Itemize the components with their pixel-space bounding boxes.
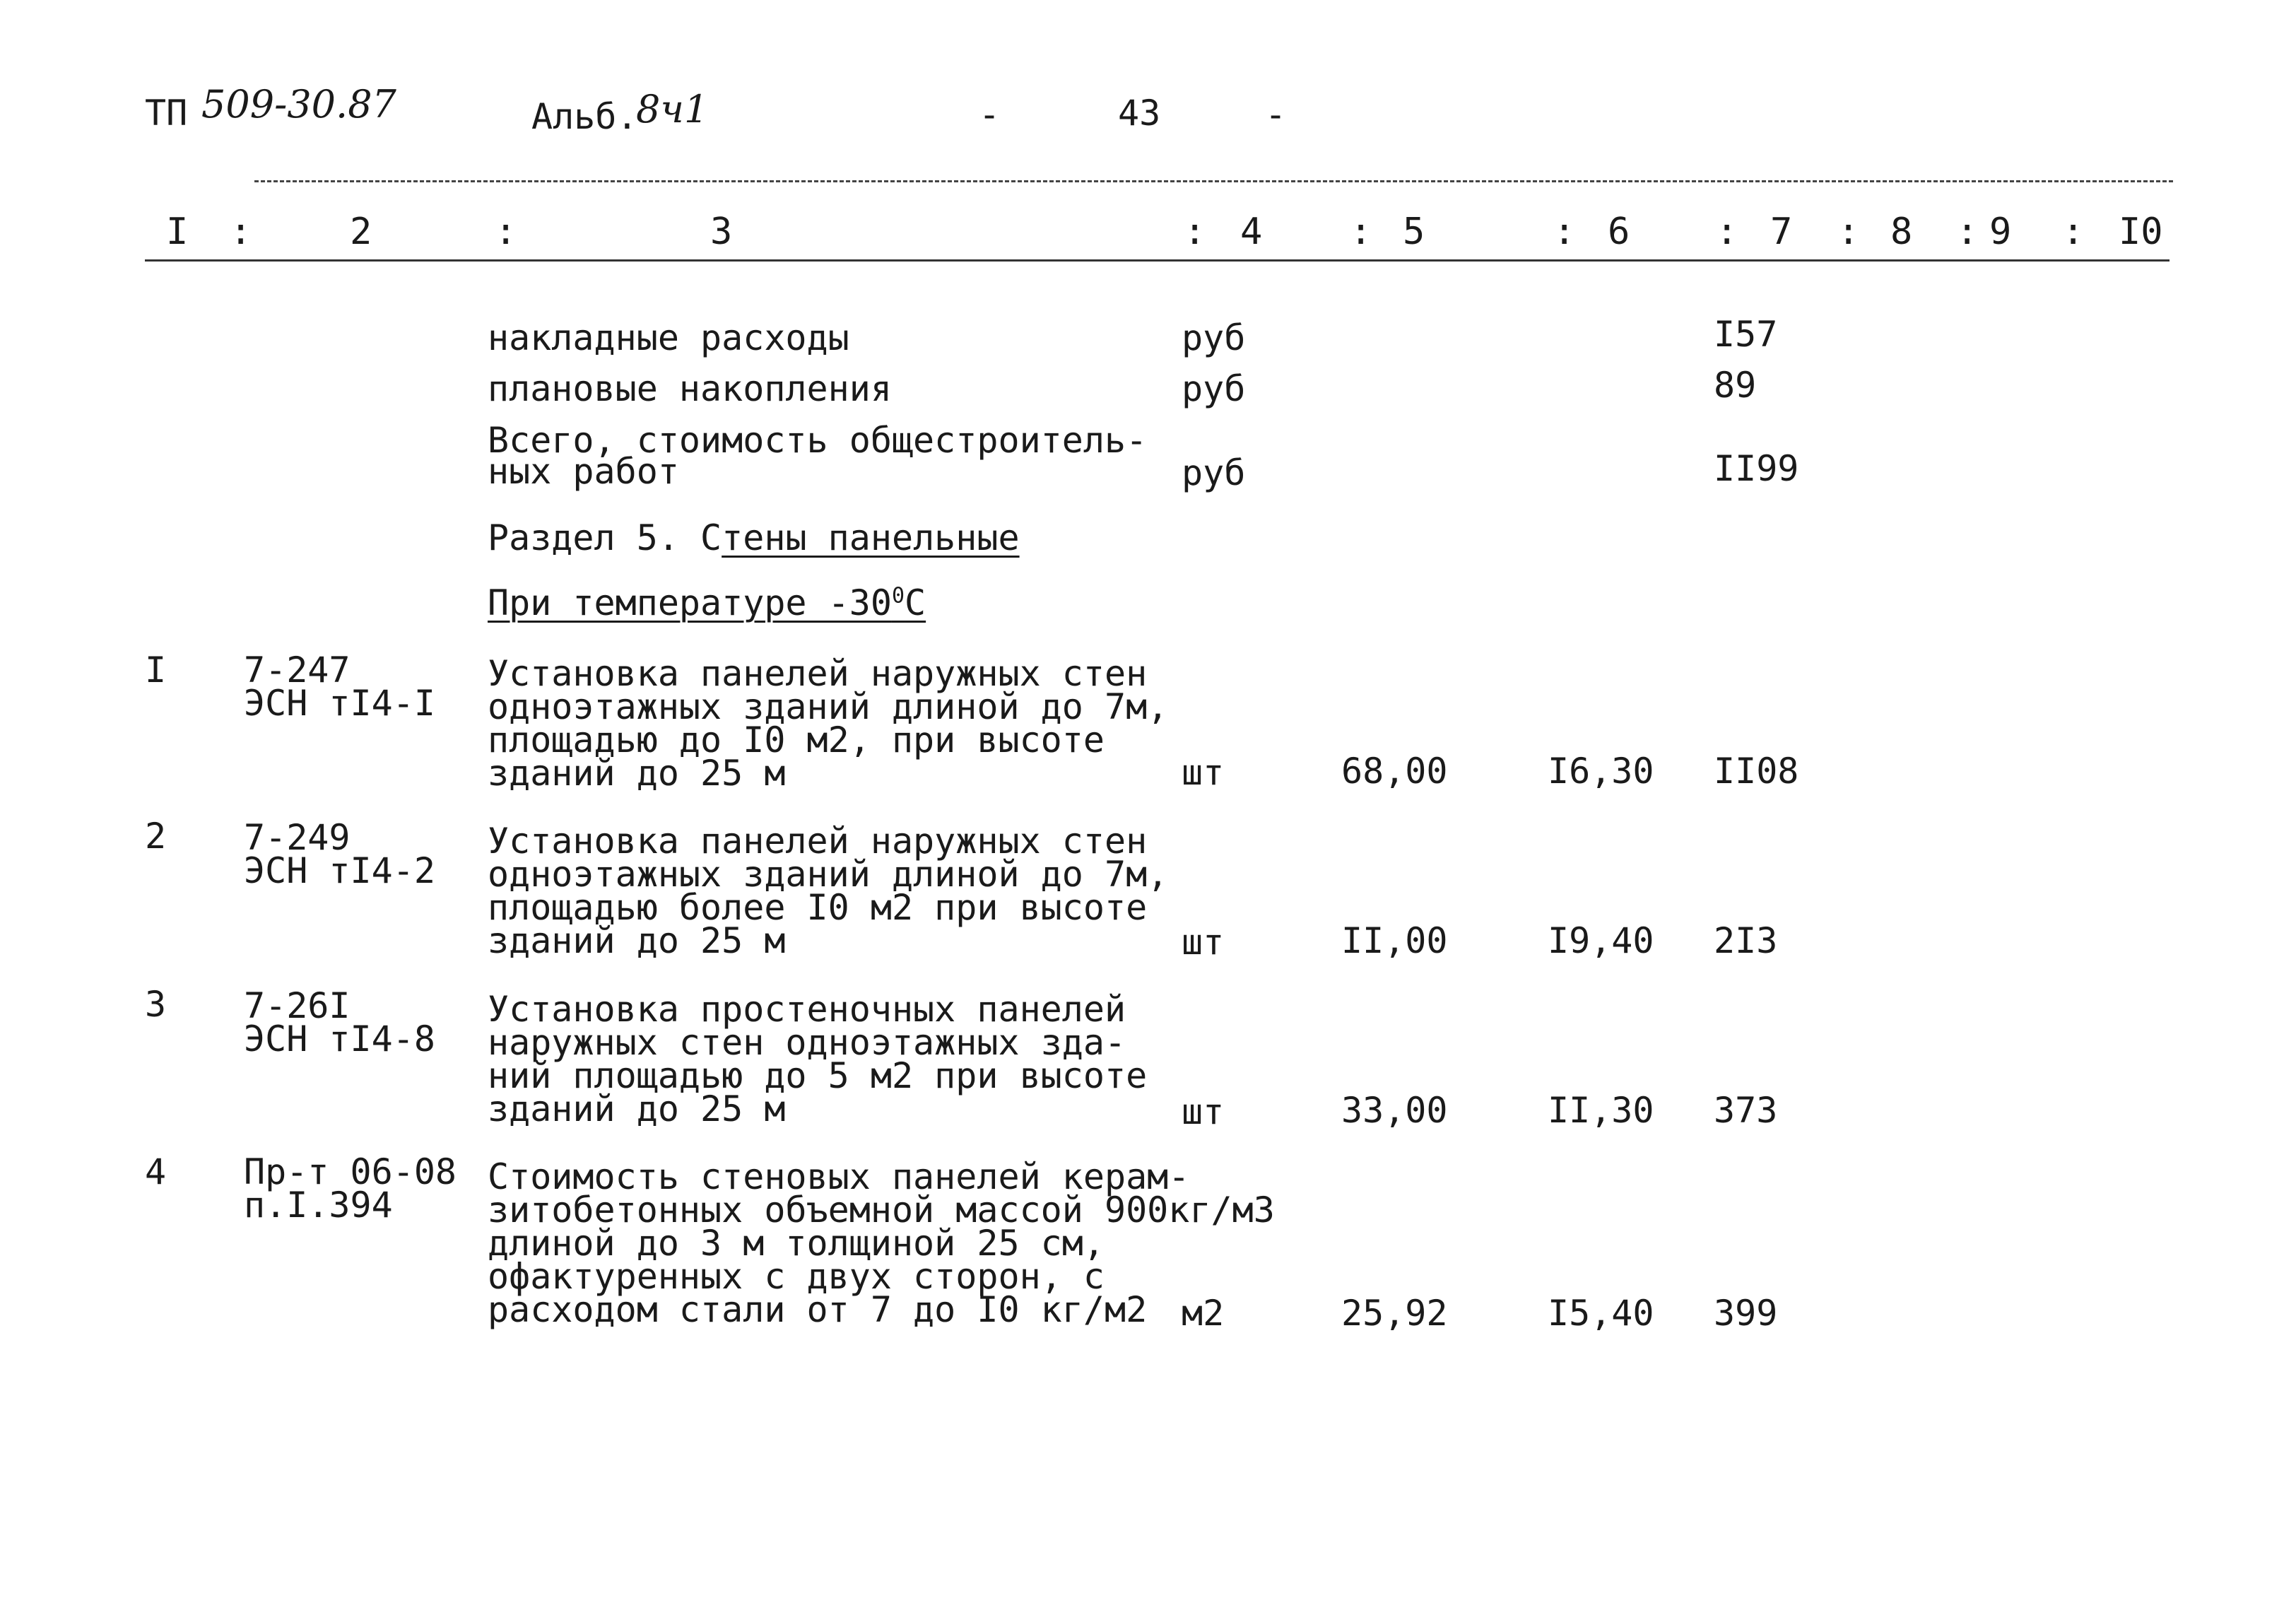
page-number: 43 bbox=[1118, 93, 1161, 134]
row-description: Установка панелей наружных стен одноэтажных зданий длиной до 7м, площадью до I0 м2, при высоте зданий до 25 м bbox=[488, 653, 1169, 794]
col-header-7: 7 bbox=[1770, 211, 1793, 253]
col-separator: : bbox=[1956, 211, 1979, 253]
row-col7: 373 bbox=[1714, 1090, 1778, 1131]
section-heading-underlined: тены панельные bbox=[722, 517, 1020, 558]
header-rule-top bbox=[254, 180, 2173, 182]
col-separator: : bbox=[1716, 211, 1738, 253]
section-subheading bbox=[488, 582, 926, 623]
col-header-8: 8 bbox=[1890, 211, 1913, 253]
col-separator: : bbox=[1350, 211, 1372, 253]
summary-unit: руб bbox=[1182, 452, 1246, 493]
row-col6: I5,40 bbox=[1548, 1293, 1654, 1334]
summary-value: I57 bbox=[1714, 314, 1778, 355]
summary-name-line2: ных работ bbox=[488, 451, 679, 492]
row-col6: I6,30 bbox=[1548, 751, 1654, 792]
summary-name: плановые накопления bbox=[488, 368, 892, 409]
col-separator: : bbox=[1837, 211, 1860, 253]
row-code: 7-249 ЭСН тI4-2 bbox=[244, 817, 435, 891]
page-dash-right: - bbox=[1265, 94, 1287, 135]
row-unit: шт bbox=[1182, 1091, 1225, 1132]
col-header-2: 2 bbox=[350, 211, 372, 253]
row-code: 7-26I ЭСН тI4-8 bbox=[244, 985, 435, 1059]
row-col5: 25,92 bbox=[1341, 1293, 1448, 1334]
album-prefix: Альб. bbox=[531, 96, 638, 137]
summary-value: 89 bbox=[1714, 365, 1757, 406]
row-description: Установка панелей наружных стен одноэтажных зданий длиной до 7м, площадью более I0 м2 при высоте зданий до 25 м bbox=[488, 821, 1169, 961]
subheading-degree: 0 bbox=[891, 583, 905, 609]
header-rule-bottom bbox=[145, 259, 2170, 262]
row-col6: I9,40 bbox=[1548, 920, 1654, 961]
album-number-handwritten: 8ч1 bbox=[636, 87, 709, 131]
col-separator: : bbox=[1184, 211, 1206, 253]
page-dash-left: - bbox=[979, 94, 1001, 135]
row-description: Установка простеночных панелей наружных стен одноэтажных зда- ний площадью до 5 м2 при высоте зданий до 25 м bbox=[488, 989, 1148, 1129]
summary-value: II99 bbox=[1714, 448, 1799, 489]
row-col7: 399 bbox=[1714, 1293, 1778, 1334]
row-col6: II,30 bbox=[1548, 1090, 1654, 1131]
row-number: I bbox=[145, 650, 167, 691]
row-col7: II08 bbox=[1714, 751, 1799, 792]
row-number: 3 bbox=[145, 984, 167, 1025]
row-number: 4 bbox=[145, 1151, 167, 1192]
row-number: 2 bbox=[145, 816, 167, 857]
col-header-5: 5 bbox=[1403, 211, 1425, 253]
row-description: Стоимость стеновых панелей керам- зитобетонных объемной массой 900кг/м3 длиной до 3 м толщиной 25 см, офактуренных с двух сторон, с расходом стали от 7 до I0 кг/м2 bbox=[488, 1156, 1275, 1330]
section-heading bbox=[488, 517, 1020, 558]
col-separator: : bbox=[230, 211, 252, 253]
summary-name: накладные расходы bbox=[488, 317, 849, 358]
col-header-4: 4 bbox=[1240, 211, 1263, 253]
section-heading-prefix: Раздел 5. С bbox=[488, 517, 722, 558]
row-unit: м2 bbox=[1182, 1293, 1225, 1334]
row-unit: шт bbox=[1182, 752, 1225, 793]
subheading-end: С bbox=[905, 582, 926, 623]
row-unit: шт bbox=[1182, 922, 1225, 963]
col-separator: : bbox=[2062, 211, 2085, 253]
row-code: 7-247 ЭСН тI4-I bbox=[244, 650, 435, 724]
row-col5: II,00 bbox=[1341, 920, 1448, 961]
summary-unit: руб bbox=[1182, 317, 1246, 358]
col-header-1: I bbox=[166, 211, 189, 253]
summary-unit: руб bbox=[1182, 368, 1246, 409]
col-header-6: 6 bbox=[1608, 211, 1630, 253]
tp-number-handwritten: 509-30.87 bbox=[201, 82, 396, 127]
col-separator: : bbox=[495, 211, 517, 253]
col-header-10: I0 bbox=[2119, 211, 2163, 253]
row-col5: 33,00 bbox=[1341, 1090, 1448, 1131]
col-separator: : bbox=[1553, 211, 1576, 253]
col-header-9: 9 bbox=[1989, 211, 2012, 253]
col-header-3: 3 bbox=[710, 211, 733, 253]
subheading-text: При температуре -30 bbox=[488, 582, 892, 623]
summary-name-line1: Всего, стоимость общестроитель- bbox=[488, 420, 1148, 461]
row-code: Пр-т 06-08 п.I.394 bbox=[244, 1151, 457, 1226]
tp-prefix: ТП bbox=[145, 93, 188, 134]
row-col7: 2I3 bbox=[1714, 920, 1778, 961]
row-col5: 68,00 bbox=[1341, 751, 1448, 792]
